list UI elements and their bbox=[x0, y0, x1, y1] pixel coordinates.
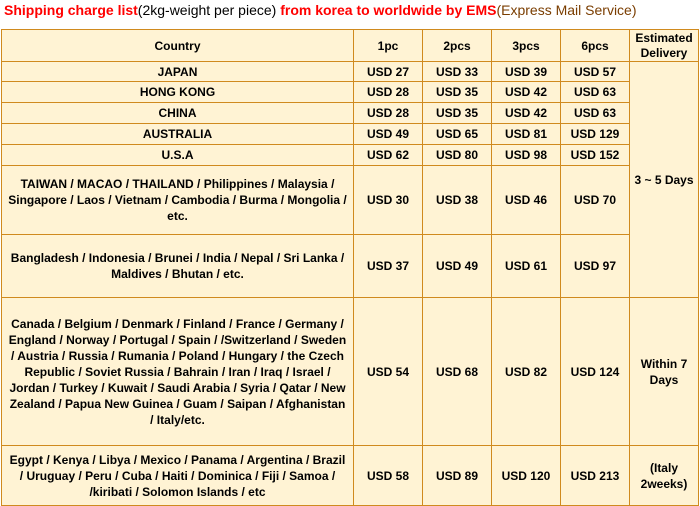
title-service-note: (Express Mail Service) bbox=[496, 2, 637, 18]
price-3pcs: USD 61 bbox=[492, 235, 561, 298]
page-title bbox=[4, 2, 637, 19]
price-1pc: USD 27 bbox=[354, 62, 423, 82]
price-1pc: USD 58 bbox=[354, 446, 423, 506]
country-cell: Canada / Belgium / Denmark / Finland / France / Germany / England / Norway / Portugal / Spain / /Switzerland / Sweden / Austria / Russia / Rumania / Poland / Hungary / the Czech Republic / Soviet Russia / Bahrain / Iran / Iraq / Israel / Jordan / Turkey / Kuwait / Saudi Arabia / Syria / Qatar / New Zealand / Papua New Guinea / Guam / Saipan / Afghanistan / Italy/etc. bbox=[2, 298, 354, 446]
price-2pcs: USD 35 bbox=[423, 82, 492, 103]
table-row bbox=[2, 166, 699, 235]
table-row bbox=[2, 298, 699, 446]
price-6pcs: USD 63 bbox=[561, 82, 630, 103]
title-route: from korea to worldwide by EMS bbox=[276, 2, 497, 18]
shipping-charge-table bbox=[1, 29, 699, 506]
table-row bbox=[2, 103, 699, 124]
price-1pc: USD 37 bbox=[354, 235, 423, 298]
title-main: Shipping charge list bbox=[4, 2, 138, 18]
table-header-row bbox=[2, 30, 699, 62]
country-cell: Bangladesh / Indonesia / Brunei / India / Nepal / Sri Lanka / Maldives / Bhutan / etc. bbox=[2, 235, 354, 298]
table-row bbox=[2, 62, 699, 82]
country-cell: Egypt / Kenya / Libya / Mexico / Panama / Argentina / Brazil / Uruguay / Peru / Cuba / Haiti / Dominica / Fiji / Samoa / /kiribati / Solomon Islands / etc bbox=[2, 446, 354, 506]
delivery-asia: 3 ~ 5 Days bbox=[630, 62, 699, 298]
price-6pcs: USD 124 bbox=[561, 298, 630, 446]
price-6pcs: USD 63 bbox=[561, 103, 630, 124]
price-2pcs: USD 89 bbox=[423, 446, 492, 506]
price-1pc: USD 54 bbox=[354, 298, 423, 446]
price-6pcs: USD 70 bbox=[561, 166, 630, 235]
price-2pcs: USD 35 bbox=[423, 103, 492, 124]
price-1pc: USD 28 bbox=[354, 103, 423, 124]
price-2pcs: USD 49 bbox=[423, 235, 492, 298]
table-row bbox=[2, 145, 699, 166]
price-2pcs: USD 33 bbox=[423, 62, 492, 82]
country-cell: JAPAN bbox=[2, 62, 354, 82]
price-1pc: USD 30 bbox=[354, 166, 423, 235]
title-weight-note: (2kg-weight per piece) bbox=[137, 2, 277, 18]
price-6pcs: USD 57 bbox=[561, 62, 630, 82]
table-row bbox=[2, 235, 699, 298]
header-country: Country bbox=[2, 30, 354, 62]
price-6pcs: USD 97 bbox=[561, 235, 630, 298]
price-1pc: USD 62 bbox=[354, 145, 423, 166]
price-3pcs: USD 42 bbox=[492, 103, 561, 124]
price-2pcs: USD 65 bbox=[423, 124, 492, 145]
price-1pc: USD 28 bbox=[354, 82, 423, 103]
price-6pcs: USD 152 bbox=[561, 145, 630, 166]
delivery-world: Within 7 Days bbox=[630, 298, 699, 446]
price-3pcs: USD 81 bbox=[492, 124, 561, 145]
table-row bbox=[2, 124, 699, 145]
country-cell: TAIWAN / MACAO / THAILAND / Philippines / Malaysia / Singapore / Laos / Vietnam / Cambodia / Burma / Mongolia / etc. bbox=[2, 166, 354, 235]
price-1pc: USD 49 bbox=[354, 124, 423, 145]
price-2pcs: USD 38 bbox=[423, 166, 492, 235]
price-2pcs: USD 80 bbox=[423, 145, 492, 166]
price-3pcs: USD 46 bbox=[492, 166, 561, 235]
header-estimated-delivery: Estimated Delivery bbox=[630, 30, 699, 62]
price-3pcs: USD 98 bbox=[492, 145, 561, 166]
country-cell: U.S.A bbox=[2, 145, 354, 166]
delivery-italy-note: (Italy 2weeks) bbox=[630, 446, 699, 506]
price-3pcs: USD 120 bbox=[492, 446, 561, 506]
header-2pcs: 2pcs bbox=[423, 30, 492, 62]
header-1pc: 1pc bbox=[354, 30, 423, 62]
price-6pcs: USD 213 bbox=[561, 446, 630, 506]
price-6pcs: USD 129 bbox=[561, 124, 630, 145]
country-cell: AUSTRALIA bbox=[2, 124, 354, 145]
table-row bbox=[2, 82, 699, 103]
price-2pcs: USD 68 bbox=[423, 298, 492, 446]
country-cell: CHINA bbox=[2, 103, 354, 124]
price-3pcs: USD 82 bbox=[492, 298, 561, 446]
price-3pcs: USD 39 bbox=[492, 62, 561, 82]
header-3pcs: 3pcs bbox=[492, 30, 561, 62]
table-row bbox=[2, 446, 699, 506]
country-cell: HONG KONG bbox=[2, 82, 354, 103]
header-6pcs: 6pcs bbox=[561, 30, 630, 62]
price-3pcs: USD 42 bbox=[492, 82, 561, 103]
